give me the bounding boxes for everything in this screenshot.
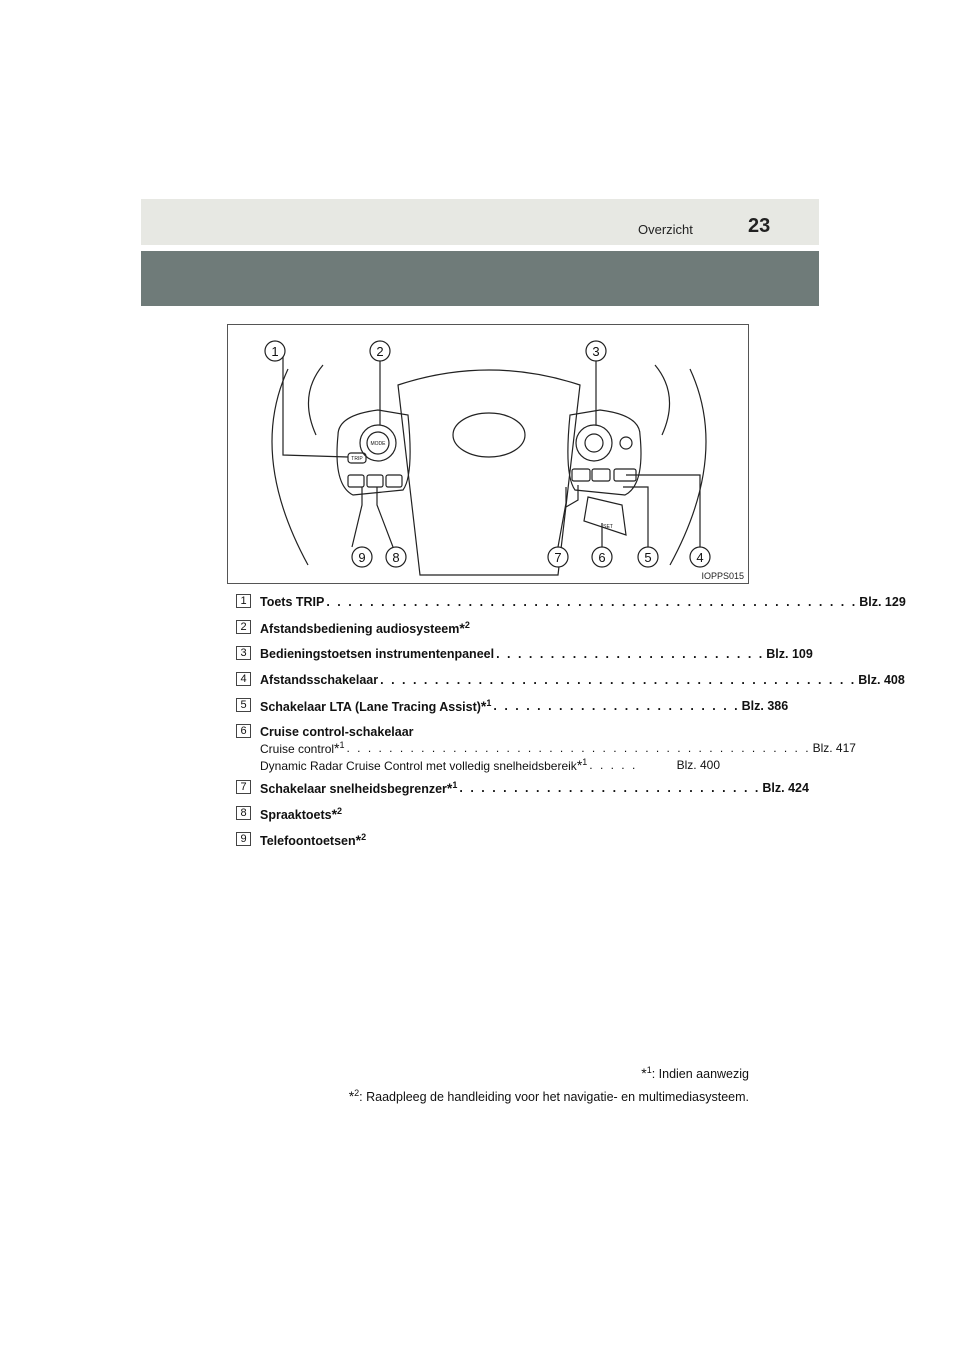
page-reference: Blz. 129 (859, 595, 906, 609)
list-item-5: 5 Schakelaar LTA (Lane Tracing Assist)*$^1$ . . . . . . . . . . . . . . . . . . . . . . . Blz. 386 (236, 698, 720, 724)
item-label: Schakelaar LTA (Lane Tracing Assist) (260, 700, 481, 714)
page-reference: Blz. 400 (676, 758, 720, 772)
footnote-ref: 2 (361, 831, 367, 842)
item-number: 6 (236, 724, 251, 738)
callout-label-9: 9 (358, 550, 366, 565)
callout-label-1: 1 (271, 344, 279, 359)
list-item-9: 9 Telefoontoetsen*$^2$ (236, 832, 720, 858)
set-button-label: SET (603, 524, 613, 530)
section-banner (141, 251, 819, 306)
footnotes (349, 1062, 749, 1108)
footnote-text: : Indien aanwezig (651, 1067, 749, 1081)
leader-dots: . . . . . . . . . . . . . . . . . . . . . . . . . . . . (459, 781, 761, 795)
footnote-ref: 2 (337, 805, 343, 816)
item-label: Toets TRIP (260, 595, 325, 609)
footnote-ref: 1 (486, 697, 492, 708)
callout-label-7: 7 (554, 550, 562, 565)
list-item-7: 7 Schakelaar snelheidsbegrenzer*$^1$ . . . . . . . . . . . . . . . . . . . . . . . . . . . . Blz. 424 (236, 780, 720, 806)
item-label: Bedieningstoetsen instrumentenpaneel (260, 647, 495, 661)
page-reference: Blz. 109 (766, 647, 813, 661)
steering-wheel-illustration (227, 324, 749, 584)
list-item-6: 6 Cruise control-schakelaar Cruise control*$^1$ . . . . . . . . . . . . . . . . . . . . . . . . . . . . . . . . . . . . . . . . . . . . Blz. 417 Dynamic Radar Cruise Control met volledig snelheidsbereik*$^1$ . . . . . Blz. 400 (236, 724, 720, 780)
footnote-mark: 2 (354, 1087, 360, 1098)
footnote-1: *$^1$: Indien aanwezig (641, 1064, 749, 1081)
callout-label-6: 6 (598, 550, 606, 565)
header-bar (141, 199, 819, 245)
item-label: Spraaktoets (260, 808, 332, 822)
item-label: Telefoontoetsen (260, 834, 356, 848)
footnote-ref: 2 (464, 619, 470, 630)
item-number: 2 (236, 620, 251, 634)
page-number: 23 (748, 215, 771, 237)
footnote-2: *$^2$: Raadpleeg de handleiding voor het navigatie- en multimediasysteem. (348, 1087, 749, 1104)
item-number: 4 (236, 672, 251, 686)
item-label: Cruise control-schakelaar (260, 725, 414, 739)
list-item-4 (236, 672, 905, 698)
leader-dots: . . . . . . . . . . . . . . . . . . . . . . . . . (496, 647, 765, 661)
item-number: 7 (236, 780, 251, 794)
item-label: Afstandsschakelaar (260, 673, 379, 687)
list-item-1 (236, 594, 906, 620)
item-number: 8 (236, 806, 251, 820)
item-number: 1 (236, 594, 251, 608)
callout-label-2: 2 (376, 344, 384, 359)
subitem-label: Cruise control (260, 742, 335, 756)
callout-label-5: 5 (644, 550, 652, 565)
list-item-2: 2 Afstandsbediening audiosysteem*$^2$ (236, 620, 720, 646)
steering-wheel-drawing (228, 325, 750, 585)
trip-button-label: TRIP (351, 456, 363, 462)
footnote-ref: 1 (452, 779, 458, 790)
callout-label-4: 4 (696, 550, 704, 565)
item-number: 3 (236, 646, 251, 660)
page-reference: Blz. 417 (812, 741, 856, 755)
callout-label-3: 3 (592, 344, 600, 359)
leader-dots: . . . . . (589, 758, 638, 772)
legend-list (236, 594, 906, 858)
page-reference: Blz. 424 (762, 781, 809, 795)
footnote-ref: 1 (339, 740, 345, 750)
item-number: 9 (236, 832, 251, 846)
leader-dots: . . . . . . . . . . . . . . . . . . . . . . . . . . . . . . . . . . . . . . . . . . . . . . . . . (326, 595, 858, 609)
item-label: Schakelaar snelheidsbegrenzer (260, 782, 447, 796)
figure-code: IOPPS015 (701, 571, 744, 581)
subitem-label: Dynamic Radar Cruise Control met volledig snelheidsbereik (260, 759, 577, 773)
item-number: 5 (236, 698, 251, 712)
item-label: Afstandsbediening audiosysteem (260, 622, 460, 636)
section-title: Overzicht (638, 222, 693, 237)
footnote-mark: 1 (646, 1064, 652, 1075)
leader-dots: . . . . . . . . . . . . . . . . . . . . . . . . . . . . . . . . . . . . . . . . . . . . (346, 741, 811, 755)
list-item-8: 8 Spraaktoets*$^2$ (236, 806, 720, 832)
mode-button-label: MODE (370, 441, 386, 447)
footnote-ref: 1 (582, 757, 588, 767)
footnote-text: : Raadpleeg de handleiding voor het navigatie- en multimediasysteem. (359, 1090, 749, 1104)
list-item-3 (236, 646, 813, 672)
leader-dots: . . . . . . . . . . . . . . . . . . . . . . . (493, 699, 740, 713)
leader-dots: . . . . . . . . . . . . . . . . . . . . . . . . . . . . . . . . . . . . . . . . . . . . (380, 673, 857, 687)
page-reference: Blz. 408 (858, 673, 905, 687)
page-reference: Blz. 386 (741, 699, 789, 713)
callout-label-8: 8 (392, 550, 400, 565)
